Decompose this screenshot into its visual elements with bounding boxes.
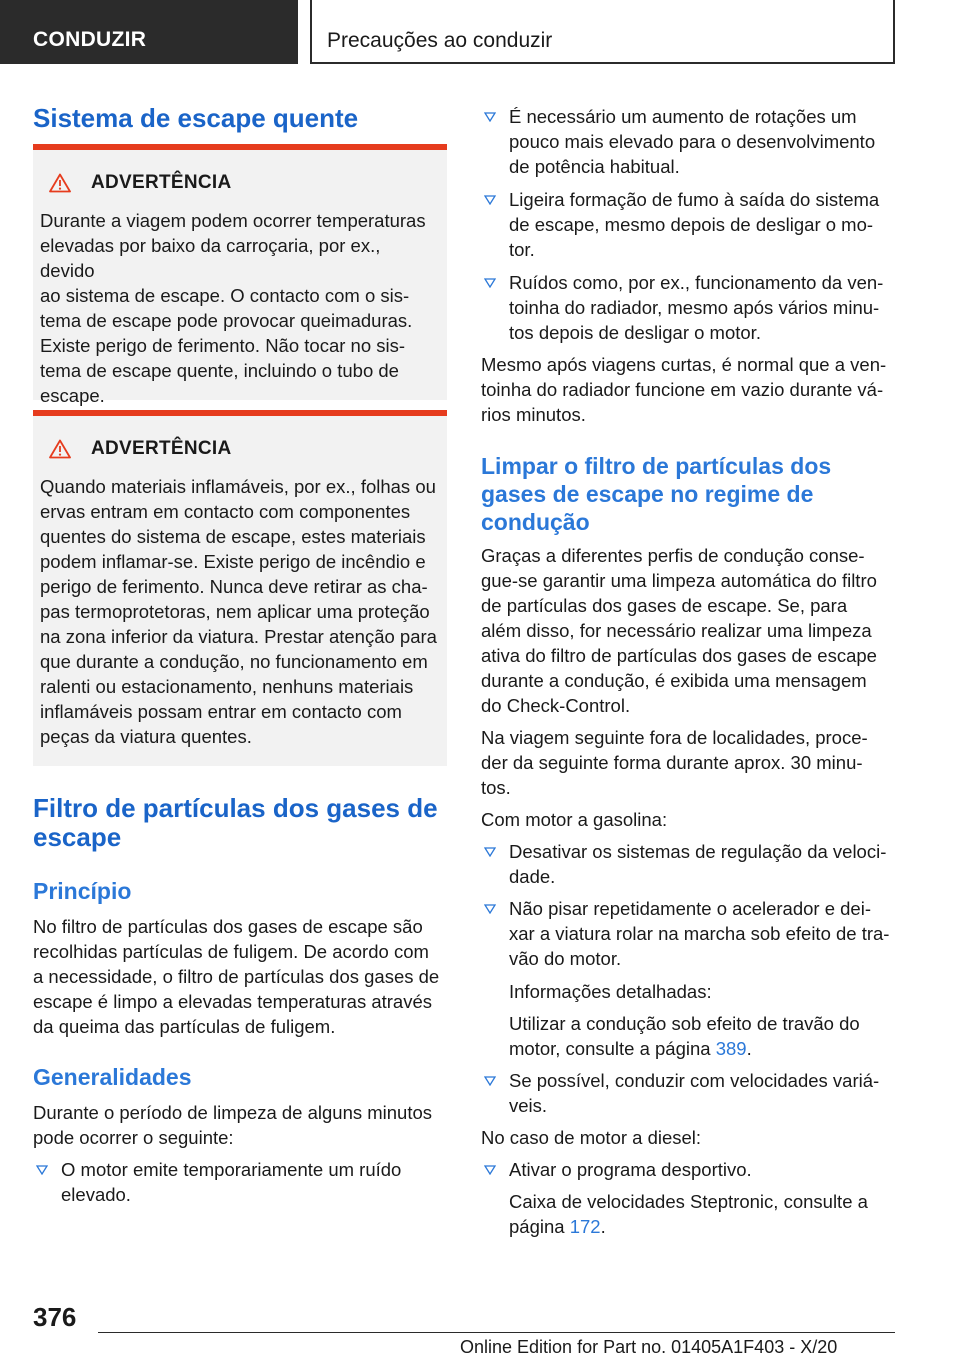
footer-divider (98, 1332, 895, 1333)
footer-edition: Online Edition for Part no. 01405A1F403 - X/20 (460, 1337, 838, 1357)
trip-paragraph: Na viagem seguinte fora de localidades, proce- der da seguinte forma durante aprox. 30 minu- tos. (481, 727, 868, 798)
fan-paragraph: Mesmo após viagens curtas, é normal que a ven- toinha do radiador funcione em vazio durante vá- rios minutos. (481, 354, 887, 425)
clean-paragraph: Graças a diferentes perfis de condução conse- gue-se garantir uma limpeza automática do filtro de partículas dos gases de escape. Se, para além disso, for necessário realizar uma limpeza ativa do filtro de partículas dos gases de escape durante a condução, é exibida uma mensagem do Check-Control. (481, 545, 877, 716)
diesel-label: No caso de motor a diesel: (481, 1127, 702, 1148)
heading-clean-filter: Limpar o filtro de partículas dos gases de escape no regime de condução (481, 453, 832, 535)
heading-particle-filter: Filtro de partículas dos gases de escape (33, 793, 438, 852)
subsection-tab (310, 0, 895, 64)
principle-text: No filtro de partículas dos gases de escape são recolhidas partículas de fuligem. De acordo com a necessidade, o filtro de partículas dos gases de escape é limpo a elevadas temperaturas através da queima das partículas de fuligem. (33, 916, 440, 1037)
steptronic-text: Caixa de velocidades Steptronic, consulte a página 172. (509, 1191, 868, 1237)
warning-text: Quando materiais inflamáveis, por ex., folhas ou ervas entram em contacto com componentes quentes do sistema de escape, estes materiais podem inflamar-se. Existe perigo de incêndio e perigo de ferimento. Nunca deve retirar as cha- pas termoprotetoras, nem aplicar uma proteção na zona inferior da viatura. Prestar atenção para que durante a condução, no funcionamento em ralenti ou estacionamento, nenhuns materiais inflamáveis possam entrar em contacto com peças da viatura quentes. (40, 476, 437, 747)
warning-box-hot-exhaust (33, 144, 447, 406)
page-link-172[interactable]: 172 (569, 1216, 601, 1237)
bullet-triangle-icon (484, 1076, 496, 1086)
warning-triangle-icon (49, 173, 71, 193)
bullet-triangle-icon (484, 112, 496, 122)
warning-title: ADVERTÊNCIA (91, 172, 232, 193)
subsection-title: Precauções ao conduzir (327, 29, 553, 52)
info-label: Informações detalhadas: (509, 981, 712, 1002)
heading-hot-exhaust: Sistema de escape quente (33, 103, 359, 133)
page-link-389[interactable]: 389 (715, 1038, 747, 1059)
bullet-triangle-icon (484, 904, 496, 914)
page-number: 376 (33, 1302, 77, 1332)
warning-triangle-icon (49, 439, 71, 459)
petrol-label: Com motor a gasolina: (481, 809, 668, 830)
bullet-triangle-icon (484, 1165, 496, 1175)
section-title: CONDUZIR (33, 28, 147, 51)
bullet-triangle-icon (36, 1165, 48, 1175)
warning-title: ADVERTÊNCIA (91, 438, 232, 459)
bullet-triangle-icon (484, 847, 496, 857)
bullet-triangle-icon (484, 278, 496, 288)
bullet-triangle-icon (484, 195, 496, 205)
heading-principle: Princípio (33, 878, 132, 904)
general-text: Durante o período de limpeza de alguns minutos pode ocorrer o seguinte: (33, 1102, 433, 1148)
warning-box-flammable (33, 410, 447, 766)
info-text: Utilizar a condução sob efeito de travão do motor, consulte a página 389. (509, 1013, 860, 1059)
warning-text: Durante a viagem podem ocorrer temperaturas elevadas por baixo da carroçaria, por ex., devido ao sistema de escape. O contacto com o sis- tema de escape pode provocar queimaduras. Existe perigo de ferimento. Não tocar no sis- tema de escape quente, incluindo o tubo de escape. (40, 210, 426, 406)
heading-general: Generalidades (33, 1064, 192, 1090)
section-tab (0, 0, 298, 64)
